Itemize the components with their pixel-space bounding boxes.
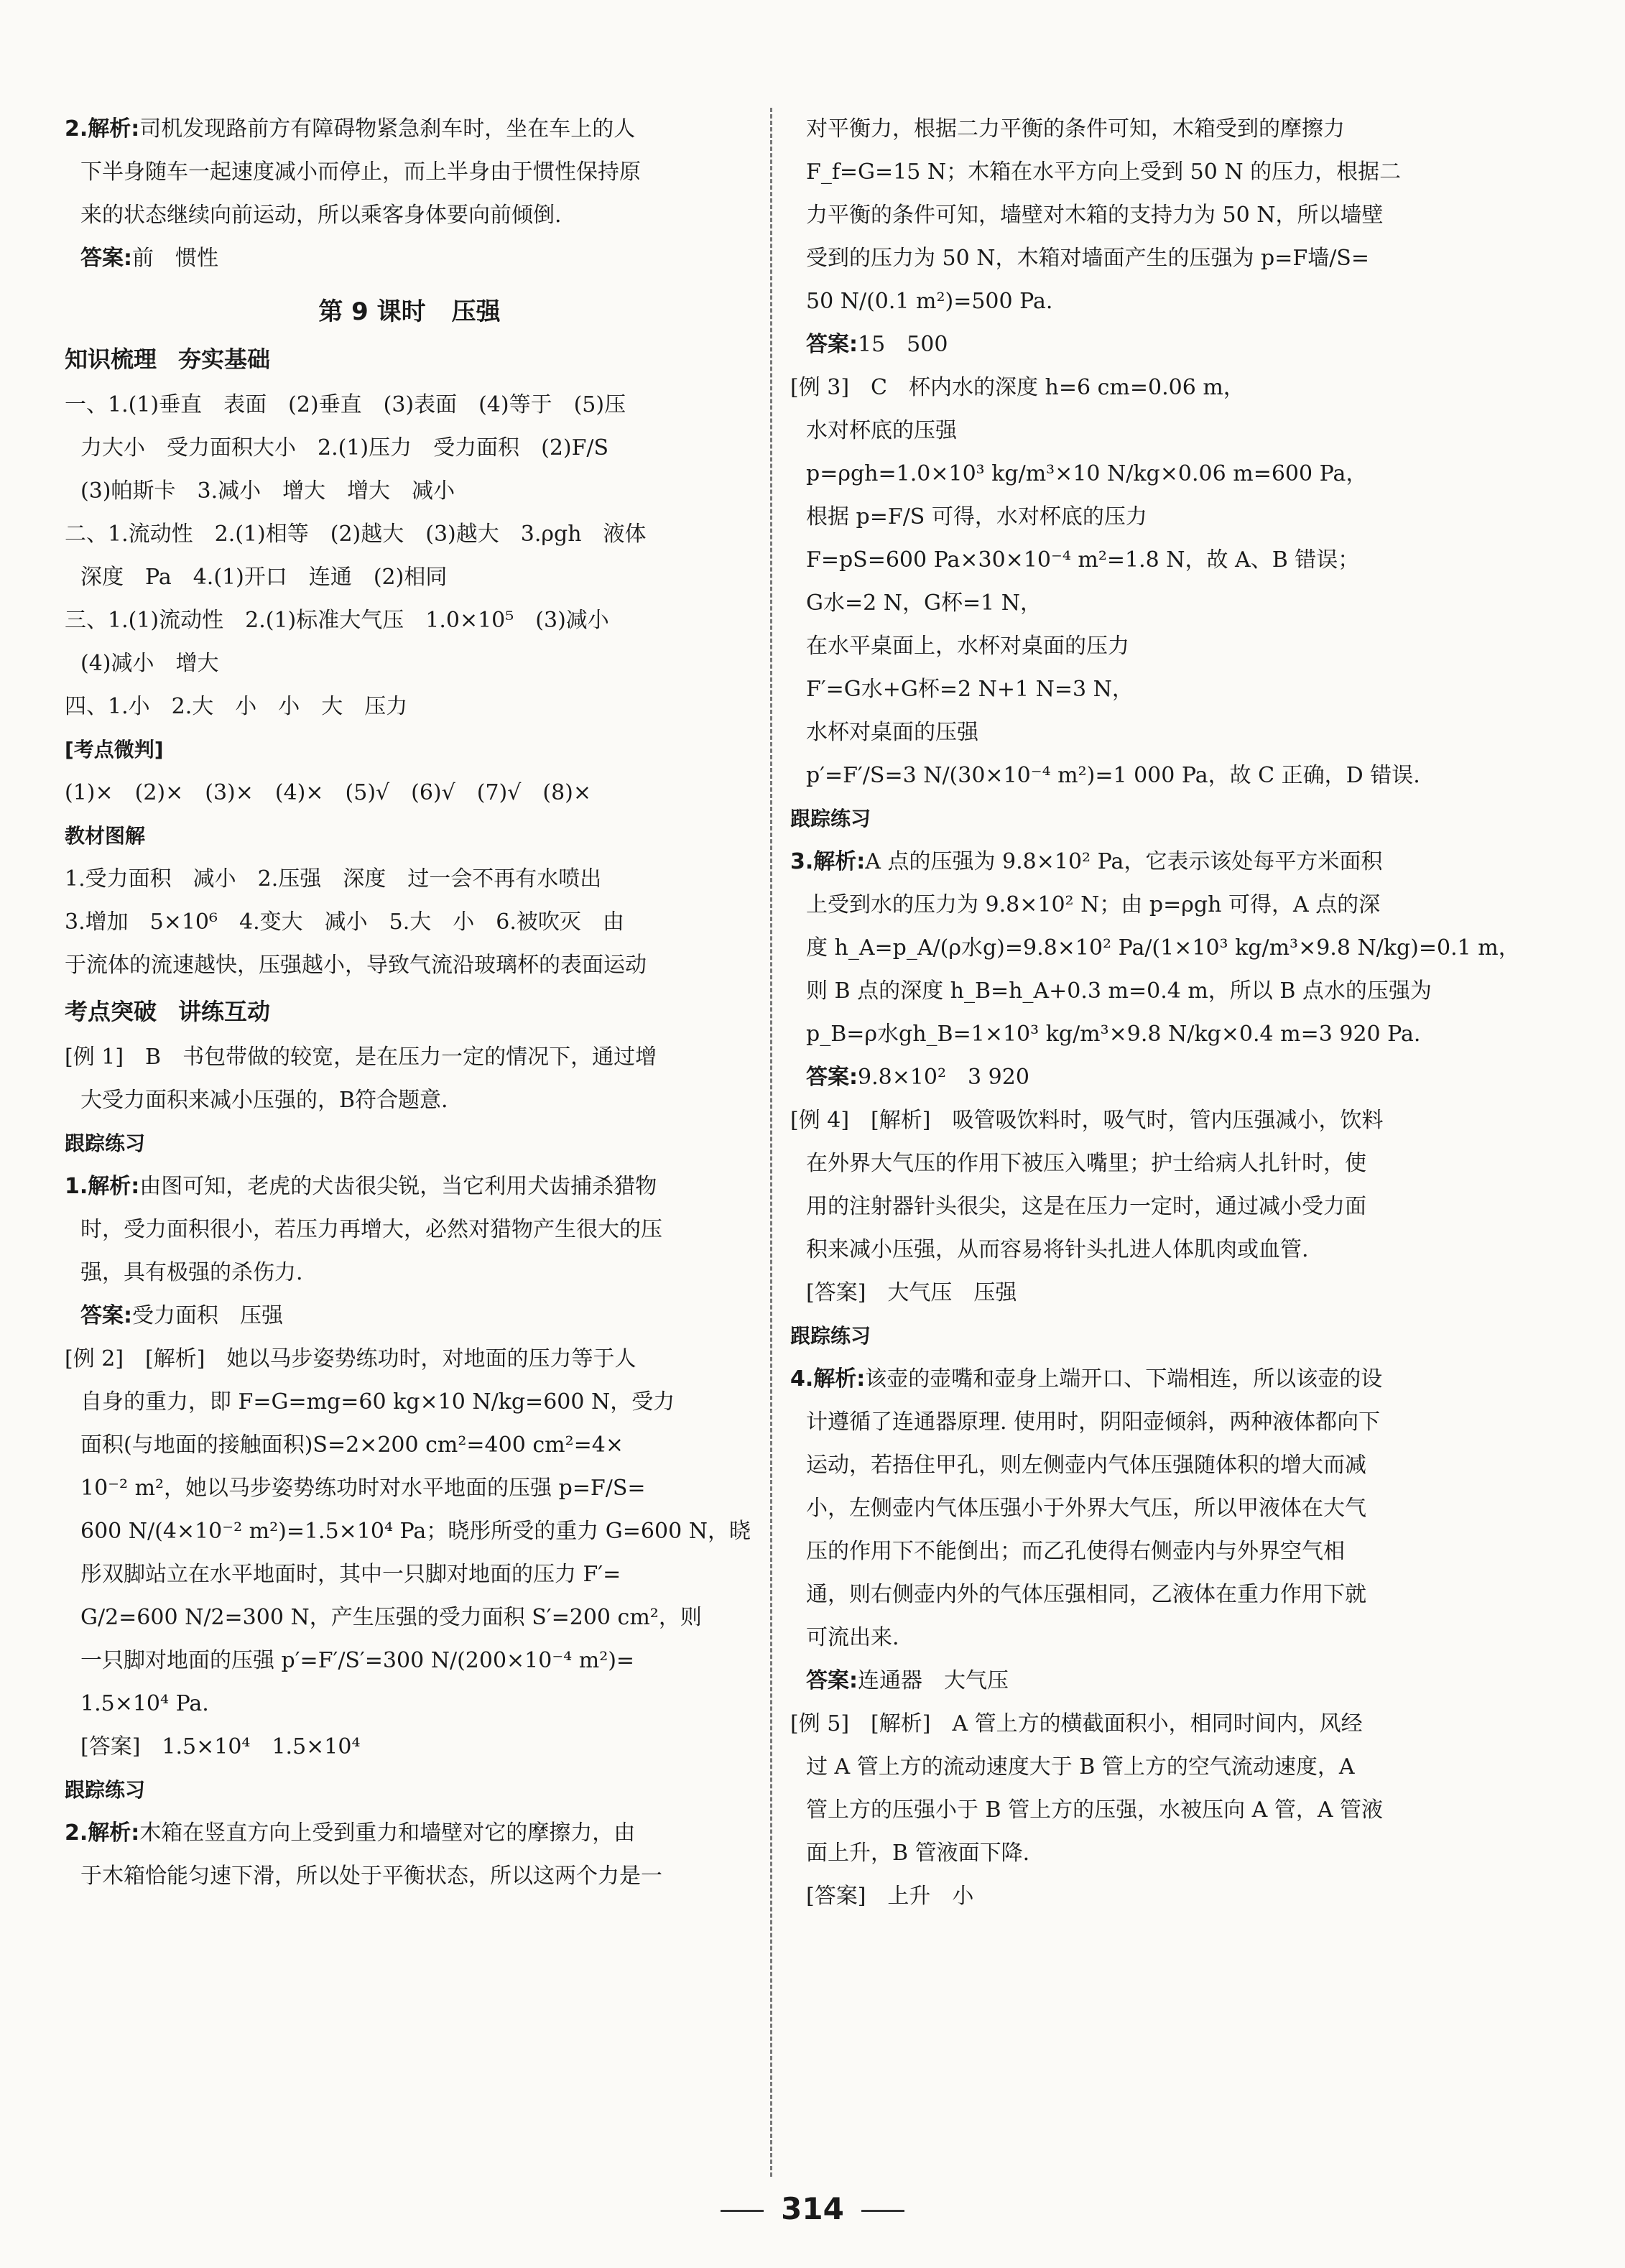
knowledge-line: 一、1.(1)垂直 表面 (2)垂直 (3)表面 (4)等于 (5)压 [65, 392, 626, 417]
column-divider [770, 108, 772, 2177]
figure-explain-line: 3.增加 5×10⁶ 4.变大 减小 5.大 小 6.被吹灭 由 [65, 909, 624, 935]
example-3-line: 水对杯底的压强 [806, 418, 957, 443]
example-2-line: G/2=600 N/2=300 N，产生压强的受力面积 S′=200 cm²，则 [80, 1605, 702, 1630]
track-4-line: 计遵循了连通器原理. 使用时，阴阳壶倾斜，两种液体都向下 [806, 1410, 1381, 1435]
page-number-dash-right [861, 2210, 904, 2212]
track-3-line: 上受到水的压力为 9.8×10² N；由 p=ρgh 可得，A 点的深 [806, 892, 1381, 917]
track-4: 4.解析:该壶的壶嘴和壶身上端开口、下端相连，所以该壶的设 [790, 1366, 1383, 1392]
track-2-line: 力平衡的条件可知，墙壁对木箱的支持力为 50 N，所以墙壁 [806, 203, 1384, 228]
track-1-line: 强，具有极强的杀伤力. [80, 1260, 303, 1285]
track-2-line: 受到的压力为 50 N，木箱对墙面产生的压强为 p=F墙/S= [806, 246, 1369, 271]
track-2-line: 于木箱恰能匀速下滑，所以处于平衡状态，所以这两个力是一 [80, 1864, 662, 1889]
example-5-answer: [答案] 上升 小 [806, 1884, 974, 1909]
figure-explain-line: 于流体的流速越快，压强越小，导致气流沿玻璃杯的表面运动 [65, 953, 647, 978]
example-4-answer: [答案] 大气压 压强 [806, 1280, 1017, 1305]
track-2: 2.解析:木箱在竖直方向上受到重力和墙壁对它的摩擦力，由 [65, 1820, 636, 1846]
knowledge-line: 深度 Pa 4.(1)开口 连通 (2)相同 [80, 565, 448, 590]
track-4-line: 压的作用下不能倒出；而乙孔使得右侧壶内与外界空气相 [806, 1539, 1345, 1564]
q2-label: 2.解析: [65, 116, 140, 142]
example-2: [例 2] [解析] 她以马步姿势练功时，对地面的压力等于人 [65, 1346, 636, 1371]
q2-analysis: 2.解析:司机发现路前方有障碍物紧急刹车时，坐在车上的人 [65, 116, 636, 142]
track-practice-title: 跟踪练习 [790, 807, 871, 830]
example-3-line: p=ρgh=1.0×10³ kg/m³×10 N/kg×0.06 m=600 Pa， [806, 461, 1368, 486]
example-2-line: 彤双脚站立在水平地面时，其中一只脚对地面的压力 F′= [80, 1562, 621, 1587]
track-2-answer: 答案:15 500 [806, 332, 948, 357]
example-5-line: 面上升，B 管液面下降. [806, 1841, 1030, 1866]
track-4-line: 可流出来. [806, 1625, 899, 1650]
section-title-knowledge: 知识梳理 夯实基础 [65, 346, 271, 373]
track-1-line: 时，受力面积很小，若压力再增大，必然对猎物产生很大的压 [80, 1217, 662, 1242]
track-3-answer: 答案:9.8×10² 3 920 [806, 1065, 1029, 1090]
track-4-line: 小，左侧壶内气体压强小于外界大气压，所以甲液体在大气 [806, 1496, 1366, 1521]
track-4-line: 通，则右侧壶内外的气体压强相同，乙液体在重力作用下就 [806, 1582, 1366, 1607]
knowledge-line: 三、1.(1)流动性 2.(1)标准大气压 1.0×10⁵ (3)减小 [65, 608, 609, 633]
example-3-line: 在水平桌面上，水杯对桌面的压力 [806, 634, 1129, 659]
knowledge-line: 二、1.流动性 2.(1)相等 (2)越大 (3)越大 3.ρgh 液体 [65, 522, 647, 547]
judge-answers: (1)× (2)× (3)× (4)× (5)√ (6)√ (7)√ (8)× [65, 780, 591, 805]
track-2-line: 对平衡力，根据二力平衡的条件可知，木箱受到的摩擦力 [806, 116, 1345, 142]
example-5-line: 管上方的压强小于 B 管上方的压强，水被压向 A 管，A 管液 [806, 1797, 1384, 1823]
track-3-line: p_B=ρ水gh_B=1×10³ kg/m³×9.8 N/kg×0.4 m=3 920 Pa. [806, 1022, 1421, 1047]
track-4-line: 运动，若捂住甲孔，则左侧壶内气体压强随体积的增大而减 [806, 1453, 1366, 1478]
example-4-line: 用的注射器针头很尖，这是在压力一定时，通过减小受力面 [806, 1194, 1366, 1219]
example-3: [例 3] C 杯内水的深度 h=6 cm=0.06 m， [790, 375, 1245, 400]
page-number: 314 [0, 2191, 1625, 2226]
figure-explain-line: 1.受力面积 减小 2.压强 深度 过一会不再有水喷出 [65, 866, 602, 892]
example-2-line: 1.5×10⁴ Pa. [80, 1691, 209, 1716]
section-title-breakthrough: 考点突破 讲练互动 [65, 998, 271, 1025]
right-column [790, 108, 1552, 1918]
track-3-line: 度 h_A=p_A/(ρ水g)=9.8×10² Pa/(1×10³ kg/m³×9.8 N/kg)=0.1 m， [806, 935, 1520, 961]
example-2-line: 一只脚对地面的压强 p′=F′/S′=300 N/(200×10⁻⁴ m²)= [80, 1648, 635, 1673]
knowledge-line: (3)帕斯卡 3.减小 增大 增大 减小 [80, 478, 455, 504]
example-3-line: 水杯对桌面的压强 [806, 720, 978, 745]
track-3-line: 则 B 点的深度 h_B=h_A+0.3 m=0.4 m，所以 B 点水的压强为 [806, 978, 1432, 1004]
example-5: [例 5] [解析] A 管上方的横截面积小，相同时间内，风经 [790, 1711, 1363, 1736]
q2-answer: 答案:前 惯性 [80, 246, 218, 271]
example-1: [例 1] B 书包带做的较宽，是在压力一定的情况下，通过增 [65, 1045, 657, 1070]
knowledge-line: (4)减小 增大 [80, 651, 219, 676]
figure-explain-title: 教材图解 [65, 824, 146, 848]
track-practice-title: 跟踪练习 [790, 1324, 871, 1348]
example-4: [例 4] [解析] 吸管吸饮料时，吸气时，管内压强减小，饮料 [790, 1108, 1384, 1133]
example-2-answer: [答案] 1.5×10⁴ 1.5×10⁴ [80, 1734, 361, 1759]
track-practice-title: 跟踪练习 [65, 1778, 146, 1802]
track-3: 3.解析:A 点的压强为 9.8×10² Pa，它表示该处每平方米面积 [790, 849, 1383, 874]
example-3-line: 根据 p=F/S 可得，水对杯底的压力 [806, 504, 1147, 529]
example-2-line: 自身的重力，即 F=G=mg=60 kg×10 N/kg=600 N，受力 [80, 1389, 675, 1415]
track-4-answer: 答案:连通器 大气压 [806, 1668, 1009, 1693]
example-2-line: 600 N/(4×10⁻² m²)=1.5×10⁴ Pa；晓彤所受的重力 G=600 N，晓 [80, 1519, 751, 1544]
q2-line: 来的状态继续向前运动，所以乘客身体要向前倾倒. [80, 203, 562, 228]
example-2-line: 面积(与地面的接触面积)S=2×200 cm²=400 cm²=4× [80, 1432, 624, 1458]
page-number-dash-left [721, 2210, 764, 2212]
left-column [65, 108, 754, 1898]
example-3-line: F=pS=600 Pa×30×10⁻⁴ m²=1.8 N，故 A、B 错误； [806, 547, 1360, 573]
example-5-line: 过 A 管上方的流动速度大于 B 管上方的空气流动速度，A [806, 1754, 1355, 1779]
example-3-line: G水=2 N，G杯=1 N， [806, 591, 1042, 616]
track-1-answer: 答案:受力面积 压强 [80, 1303, 283, 1328]
example-1-line: 大受力面积来减小压强的，B符合题意. [80, 1088, 448, 1113]
track-2-line: 50 N/(0.1 m²)=500 Pa. [806, 289, 1053, 314]
knowledge-line: 四、1.小 2.大 小 小 大 压力 [65, 694, 408, 719]
track-practice-title: 跟踪练习 [65, 1131, 146, 1155]
knowledge-line: 力大小 受力面积大小 2.(1)压力 受力面积 (2)F/S [80, 435, 609, 460]
q2-line: 下半身随车一起速度减小而停止，而上半身由于惯性保持原 [80, 159, 641, 185]
example-2-line: 10⁻² m²，她以马步姿势练功时对水平地面的压强 p=F/S= [80, 1476, 646, 1501]
lesson-title: 第 9 课时 压强 [318, 297, 501, 326]
judge-title: [考点微判] [65, 738, 164, 762]
track-1: 1.解析:由图可知，老虎的犬齿很尖锐，当它利用犬齿捕杀猎物 [65, 1174, 657, 1199]
example-4-line: 积来减小压强，从而容易将针头扎进人体肌肉或血管. [806, 1237, 1309, 1262]
example-3-line: F′=G水+G杯=2 N+1 N=3 N， [806, 677, 1134, 702]
example-4-line: 在外界大气压的作用下被压入嘴里；护士给病人扎针时，使 [806, 1151, 1366, 1176]
track-2-line: F_f=G=15 N；木箱在水平方向上受到 50 N 的压力，根据二 [806, 159, 1402, 185]
example-3-line: p′=F′/S=3 N/(30×10⁻⁴ m²)=1 000 Pa，故 C 正确，D 错误. [806, 763, 1420, 788]
